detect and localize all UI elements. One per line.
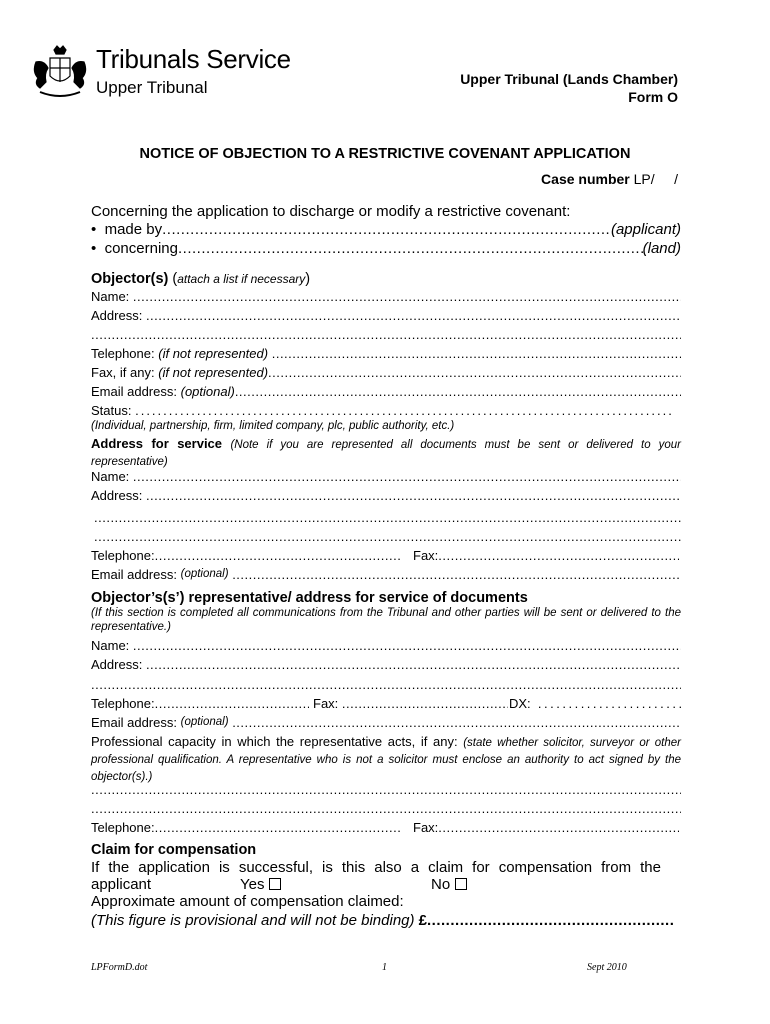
compensation-heading: Claim for compensation	[91, 842, 257, 858]
service-address-field[interactable]	[91, 488, 681, 503]
rep-fax2-field[interactable]	[413, 820, 679, 835]
chamber-name: Upper Tribunal (Lands Chamber)	[460, 71, 678, 87]
applicant-suffix: (applicant)	[610, 221, 681, 238]
objector-address-line2[interactable]	[91, 327, 681, 342]
service-fax-field[interactable]	[413, 548, 679, 563]
objector-status-label: Status:	[91, 403, 132, 418]
service-address-line2[interactable]	[94, 510, 681, 525]
service-email-note: (optional)	[180, 568, 229, 580]
service-email-label: Email address:	[91, 567, 177, 582]
pound-sign: £	[418, 912, 428, 929]
page-title: NOTICE OF OBJECTION TO A RESTRICTIVE COVENANT APPLICATION	[139, 146, 631, 162]
objectors-heading-text: Objector(s)	[91, 271, 169, 287]
objectors-note: attach a list if necessary	[177, 272, 306, 286]
rep-capacity-label: Professional capacity in which the representative acts, if any:	[91, 734, 458, 749]
form-id: Form O	[628, 89, 678, 105]
brand-subtitle: Upper Tribunal	[96, 78, 208, 97]
brand-title: Tribunals Service	[96, 44, 291, 74]
representative-heading: Objector’s(s’) representative/ address for service of documents	[91, 590, 528, 606]
rep-dx-field[interactable]	[509, 696, 681, 711]
amount-field[interactable]	[91, 912, 675, 930]
rep-name-field[interactable]	[91, 638, 681, 653]
rep-capacity-note: (state whether solicitor, surveyor or other professional qualification. A representative who is not a solicitor must enclose an authority to act signed by the objector(s).)	[91, 737, 681, 783]
service-telephone-label: Telephone:	[91, 548, 155, 563]
case-number-value: LP/ /	[633, 171, 678, 187]
rep-address-label: Address:	[91, 657, 143, 672]
rep-address-line2[interactable]	[91, 677, 681, 692]
service-email-field[interactable]	[91, 567, 681, 582]
objector-telephone-label: Telephone:	[91, 346, 155, 361]
objector-email-field[interactable]	[91, 384, 681, 399]
bullet: •	[91, 221, 105, 238]
amount-label: Approximate amount of compensation claimed:	[91, 893, 404, 910]
objector-fax-field[interactable]	[91, 365, 681, 380]
no-option[interactable]	[431, 876, 467, 893]
concerning-intro: Concerning the application to discharge or modify a restrictive covenant:	[91, 203, 571, 220]
rep-name-label: Name:	[91, 638, 130, 653]
applicant-label: applicant	[91, 876, 152, 893]
rep-capacity-line1[interactable]	[91, 782, 681, 797]
case-number-label: Case number	[541, 171, 630, 187]
yes-option[interactable]	[240, 876, 281, 893]
rep-dx-label: DX:	[509, 696, 531, 711]
service-address-line3[interactable]	[94, 529, 681, 544]
provisional-note: (This figure is provisional and will not be binding)	[91, 912, 415, 929]
concerning-label: concerning	[104, 240, 178, 257]
land-suffix: (land)	[642, 240, 681, 257]
yes-label: Yes	[240, 876, 265, 893]
service-fax-label: Fax:	[413, 548, 439, 563]
objector-address-field[interactable]	[91, 308, 681, 323]
compensation-question: If the application is successful, is this also a claim for compensation from the	[91, 859, 661, 876]
email-note: (optional)	[180, 384, 235, 399]
rep-email-note: (optional)	[180, 716, 229, 728]
objector-name-field[interactable]	[91, 289, 681, 304]
rep-telephone-label: Telephone:	[91, 696, 155, 711]
concerning-field[interactable]	[91, 240, 681, 257]
footer-date: Sept 2010	[587, 962, 627, 973]
service-heading-text: Address for service	[91, 436, 223, 451]
rep-fax-field[interactable]	[313, 696, 508, 711]
footer-page: 1	[382, 962, 387, 973]
made-by-field[interactable]	[91, 221, 681, 238]
footer-file: LPFormD.dot	[91, 962, 148, 973]
bullet: •	[91, 240, 105, 257]
rep-fax2-label: Fax:	[413, 820, 439, 835]
yes-checkbox[interactable]	[269, 878, 281, 890]
service-name-label: Name:	[91, 469, 130, 484]
service-address-label: Address:	[91, 488, 143, 503]
objectors-heading: Objector(s) (attach a list if necessary)	[91, 271, 311, 287]
rep-capacity-line2[interactable]	[91, 801, 681, 816]
status-note: (Individual, partnership, firm, limited company, plc, public authority, etc.)	[91, 420, 455, 432]
service-note: (Note if you are represented all documents must be sent or delivered to your representative)	[91, 439, 681, 468]
rep-telephone2-field[interactable]	[91, 820, 401, 835]
objector-fax-label: Fax, if any:	[91, 365, 155, 380]
rep-telephone-field[interactable]	[91, 696, 309, 711]
fax-note: (if not represented)	[158, 365, 269, 380]
rep-email-field[interactable]	[91, 715, 681, 730]
rep-address-field[interactable]	[91, 657, 681, 672]
rep-fax-label: Fax:	[313, 696, 339, 711]
objector-email-label: Email address:	[91, 384, 177, 399]
no-label: No	[431, 876, 451, 893]
representative-note: (If this section is completed all communications from the Tribunal and other parties will be sent or delivered to the representative.)	[91, 607, 681, 633]
case-number	[541, 171, 678, 187]
no-checkbox[interactable]	[455, 878, 467, 890]
objector-name-label: Name:	[91, 289, 130, 304]
rep-capacity	[91, 734, 681, 785]
objector-status-field[interactable]	[91, 403, 675, 418]
objector-telephone-field[interactable]	[91, 346, 681, 361]
telephone-note: (if not represented)	[158, 346, 269, 361]
objector-address-label: Address:	[91, 308, 143, 323]
address-for-service-heading	[91, 436, 681, 470]
service-telephone-field[interactable]	[91, 548, 401, 563]
made-by-label: made by	[104, 221, 163, 238]
royal-crest-logo	[30, 44, 90, 102]
rep-telephone2-label: Telephone:	[91, 820, 155, 835]
service-name-field[interactable]	[91, 469, 681, 484]
rep-email-label: Email address:	[91, 715, 177, 730]
